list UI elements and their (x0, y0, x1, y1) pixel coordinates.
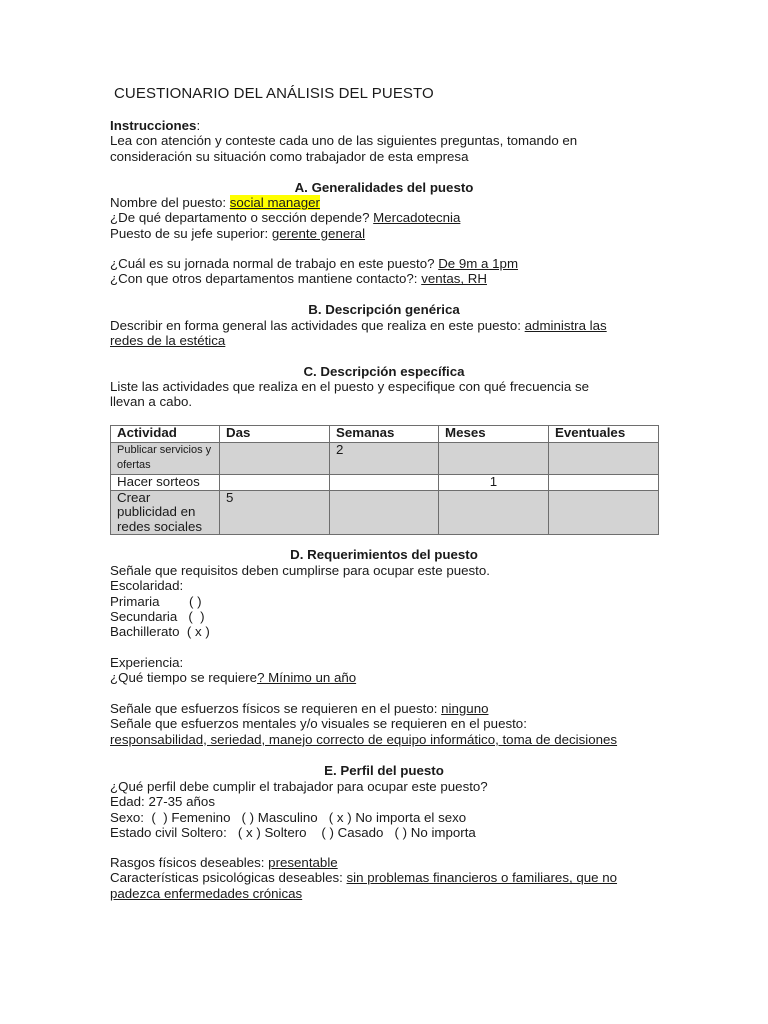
col-header-activity: Actividad (111, 426, 220, 443)
generic-desc-answer-1: administra las (524, 318, 607, 333)
psych-traits-answer-2: padezca enfermedades crónicas (110, 885, 303, 901)
department-question: ¿De qué departamento o sección depende? (110, 210, 374, 226)
activities-table (110, 425, 659, 535)
requirements-intro: Señale que requisitos deben cumplirse para ocupar este puesto. (110, 563, 490, 578)
section-e-heading: E. Perfil del puesto (324, 763, 444, 778)
table-cell (220, 443, 330, 475)
profile-question: ¿Qué perfil debe cumplir el trabajador para ocupar este puesto? (110, 779, 488, 794)
table-header-row (111, 426, 659, 443)
boss-answer: gerente general (271, 225, 366, 241)
section-d-block (110, 563, 670, 639)
instructions-block (110, 118, 670, 164)
table-cell: Publicar servicios y ofertas (111, 443, 220, 475)
department-row (110, 210, 670, 225)
mental-effort-question: Señale que esfuerzos mentales y/o visuales se requieren en el puesto: (110, 716, 527, 732)
table-cell: 5 (220, 490, 330, 535)
section-d-block-2 (110, 655, 670, 686)
section-c-heading: C. Descripción específica (303, 364, 465, 379)
section-e-block (110, 779, 670, 840)
mental-effort-answer: responsabilidad, seriedad, manejo correcto de equipo informático, toma de decisiones (110, 731, 618, 747)
table-cell (220, 475, 330, 491)
physical-traits-answer: presentable (268, 855, 338, 870)
section-a-heading: A. Generalidades del puesto (294, 180, 474, 195)
experience-row (110, 670, 670, 685)
col-header-eventual: Eventuales (549, 426, 659, 443)
instructions-label-line (110, 118, 670, 133)
job-name-question: Nombre del puesto: (110, 195, 230, 210)
table-cell (439, 490, 549, 535)
section-e-block-2 (110, 855, 670, 901)
schooling-highschool: Bachillerato ( x ) (110, 624, 210, 640)
generic-desc-row-2 (110, 333, 670, 348)
instructions-label: Instrucciones (110, 118, 197, 133)
specific-desc-text-1: Liste las actividades que realiza en el puesto y especifique con qué frecuencia se (110, 379, 589, 394)
generic-desc-answer-2: redes de la estética (110, 333, 226, 349)
table-cell (330, 475, 439, 491)
experience-question: ¿Qué tiempo se requiere (110, 670, 258, 686)
section-b-block (110, 318, 670, 349)
psych-traits-row (110, 870, 670, 885)
schedule-question: ¿Cuál es su jornada normal de trabajo en este puesto? (110, 256, 439, 271)
experience-answer: ? Mínimo un año (257, 670, 357, 686)
instructions-colon: : (196, 118, 201, 133)
section-d-heading: D. Requerimientos del puesto (290, 547, 478, 562)
experience-label: Experiencia: (110, 655, 184, 670)
table-row (111, 443, 659, 475)
psych-traits-row-2 (110, 886, 670, 901)
col-header-months: Meses (439, 426, 549, 443)
job-name-row (110, 195, 670, 210)
physical-traits-question: Rasgos físicos deseables: (110, 855, 269, 870)
table-cell (549, 443, 659, 475)
psych-traits-answer-1: sin problemas financieros o familiares, que no (346, 870, 618, 886)
section-d-block-3 (110, 701, 670, 747)
psych-traits-question: Características psicológicas deseables: (110, 870, 347, 886)
specific-desc-text-2: llevan a cabo. (110, 394, 193, 410)
schedule-answer: De 9m a 1pm (438, 256, 519, 271)
schooling-secondary: Secundaria ( ) (110, 608, 205, 624)
physical-effort-answer: ninguno (441, 701, 489, 716)
col-header-days: Das (220, 426, 330, 443)
civil-status-row: Estado civil Soltero: ( x ) Soltero ( ) Casado ( ) No importa (110, 824, 476, 840)
job-name-answer: social manager (229, 195, 320, 210)
boss-row (110, 226, 670, 241)
schedule-row (110, 256, 670, 271)
instructions-text-1: Lea con atención y conteste cada uno de las siguientes preguntas, tomando en (110, 133, 578, 149)
table-row (111, 490, 659, 535)
sex-row: Sexo: ( ) Femenino ( ) Masculino ( x ) No importa el sexo (110, 809, 467, 825)
table-row (111, 475, 659, 491)
table-cell (549, 490, 659, 535)
department-answer: Mercadotecnia (373, 210, 461, 226)
section-c-block (110, 379, 670, 410)
document-title: CUESTIONARIO DEL ANÁLISIS DEL PUESTO (114, 85, 434, 102)
section-a-block (110, 195, 670, 241)
section-a-block-2 (110, 256, 670, 287)
table-cell: Crear publicidad en redes sociales (111, 490, 220, 535)
generic-desc-row (110, 318, 670, 333)
generic-desc-question: Describir en forma general las actividades que realiza en este puesto: (110, 318, 525, 333)
schooling-primary: Primaria ( ) (110, 593, 202, 609)
table-cell: 2 (330, 443, 439, 475)
table-cell (549, 475, 659, 491)
col-header-weeks: Semanas (330, 426, 439, 443)
section-b-heading: B. Descripción genérica (308, 302, 460, 317)
age-row: Edad: 27-35 años (110, 794, 215, 810)
table-cell: Hacer sorteos (111, 475, 220, 491)
boss-question: Puesto de su jefe superior: (110, 225, 272, 241)
instructions-text-2: consideración su situación como trabajador de esta empresa (110, 148, 469, 164)
table-cell (439, 443, 549, 475)
contact-question: ¿Con que otros departamentos mantiene contacto?: (110, 271, 422, 287)
contact-row (110, 271, 670, 286)
physical-effort-row (110, 701, 670, 716)
physical-traits-row (110, 855, 670, 870)
schooling-label: Escolaridad: (110, 578, 184, 594)
table-cell (330, 490, 439, 535)
contact-answer: ventas, RH (421, 271, 487, 287)
table-cell: 1 (439, 475, 549, 491)
physical-effort-question: Señale que esfuerzos físicos se requieren en el puesto: (110, 701, 442, 716)
